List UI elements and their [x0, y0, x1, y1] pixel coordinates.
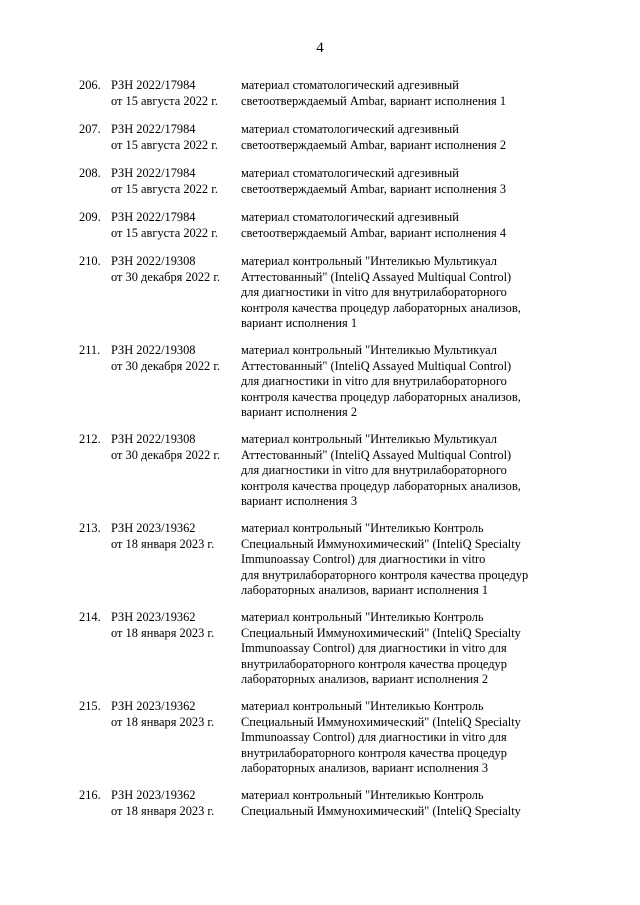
- registration-info: [111, 343, 239, 374]
- description-line: Аттестованный" (InteliQ Assayed Multiqual Control): [241, 358, 512, 373]
- product-description: [241, 166, 541, 197]
- entry-number: 207.: [79, 122, 101, 136]
- product-description: [241, 210, 541, 241]
- registration-date: от 30 декабря 2022 г.: [111, 269, 221, 284]
- registration-info: [111, 432, 239, 463]
- description-line: лабораторных анализов, вариант исполнения 1: [241, 583, 489, 598]
- registration-number: РЗН 2022/19308: [111, 343, 196, 357]
- registration-info: [111, 788, 239, 819]
- description-line: материал контрольный "Интеликью Мультикуал: [241, 254, 497, 268]
- description-line: материал контрольный "Интеликью Контроль: [241, 788, 484, 802]
- page-number: 4: [316, 40, 324, 56]
- description-line: материал стоматологический адгезивный: [241, 210, 459, 224]
- description-line: контроля качества процедур лабораторных анализов,: [241, 478, 521, 493]
- description-line: материал стоматологический адгезивный: [241, 166, 459, 180]
- description-line: лабораторных анализов, вариант исполнения 3: [241, 761, 489, 776]
- description-line: Специальный Иммунохимический" (InteliQ Specialty: [241, 714, 521, 729]
- description-line: для внутрилабораторного контроля качества процедур: [241, 567, 529, 582]
- description-line: для диагностики in vitro для внутрилабораторного: [241, 374, 507, 389]
- description-line: для диагностики in vitro для внутрилабораторного: [241, 463, 507, 478]
- registration-info: [111, 521, 239, 552]
- registration-info: [111, 166, 239, 197]
- description-line: контроля качества процедур лабораторных анализов,: [241, 389, 521, 404]
- description-line: светоотверждаемый Ambar, вариант исполнения 1: [241, 93, 507, 108]
- description-line: материал стоматологический адгезивный: [241, 78, 459, 92]
- product-description: [241, 521, 541, 599]
- entry-number: 212.: [79, 432, 101, 446]
- description-line: Immunoassay Control) для диагностики in vitro: [241, 552, 486, 567]
- entry-number: 209.: [79, 210, 101, 224]
- registration-info: [111, 78, 239, 109]
- description-line: вариант исполнения 2: [241, 405, 358, 420]
- description-line: Immunoassay Control) для диагностики in vitro для: [241, 641, 507, 656]
- description-line: материал контрольный "Интеликью Мультикуал: [241, 343, 497, 357]
- product-description: [241, 432, 541, 510]
- registration-info: [111, 210, 239, 241]
- description-line: лабораторных анализов, вариант исполнения 2: [241, 672, 489, 687]
- registration-number: РЗН 2022/19308: [111, 432, 196, 446]
- product-description: [241, 788, 541, 819]
- registration-number: РЗН 2022/17984: [111, 122, 196, 136]
- registration-info: [111, 254, 239, 285]
- description-line: материал контрольный "Интеликью Мультикуал: [241, 432, 497, 446]
- registration-date: от 15 августа 2022 г.: [111, 181, 218, 196]
- registration-number: РЗН 2022/17984: [111, 78, 196, 92]
- product-description: [241, 343, 541, 421]
- registration-date: от 15 августа 2022 г.: [111, 137, 218, 152]
- product-description: [241, 254, 541, 332]
- registration-date: от 15 августа 2022 г.: [111, 93, 218, 108]
- entry-number: 215.: [79, 699, 101, 713]
- description-line: Аттестованный" (InteliQ Assayed Multiqual Control): [241, 269, 512, 284]
- description-line: Специальный Иммунохимический" (InteliQ Specialty: [241, 625, 521, 640]
- registration-number: РЗН 2023/19362: [111, 788, 196, 802]
- entry-number: 216.: [79, 788, 101, 802]
- registration-number: РЗН 2023/19362: [111, 699, 196, 713]
- description-line: Аттестованный" (InteliQ Assayed Multiqual Control): [241, 447, 512, 462]
- product-description: [241, 610, 541, 688]
- description-line: светоотверждаемый Ambar, вариант исполнения 4: [241, 225, 507, 240]
- registration-date: от 15 августа 2022 г.: [111, 225, 218, 240]
- entry-number: 211.: [79, 343, 101, 357]
- description-line: внутрилабораторного контроля качества процедур: [241, 745, 507, 760]
- description-line: материал стоматологический адгезивный: [241, 122, 459, 136]
- product-description: [241, 122, 541, 153]
- registration-number: РЗН 2022/19308: [111, 254, 196, 268]
- product-description: [241, 699, 541, 777]
- description-line: вариант исполнения 3: [241, 494, 358, 509]
- description-line: материал контрольный "Интеликью Контроль: [241, 610, 484, 624]
- entry-number: 213.: [79, 521, 101, 535]
- registration-info: [111, 699, 239, 730]
- registration-info: [111, 610, 239, 641]
- registration-date: от 30 декабря 2022 г.: [111, 447, 221, 462]
- entry-number: 210.: [79, 254, 101, 268]
- description-line: светоотверждаемый Ambar, вариант исполнения 3: [241, 181, 507, 196]
- description-line: вариант исполнения 1: [241, 316, 358, 331]
- description-line: внутрилабораторного контроля качества процедур: [241, 656, 507, 671]
- registration-date: от 18 января 2023 г.: [111, 536, 215, 551]
- registration-date: от 18 января 2023 г.: [111, 714, 215, 729]
- description-line: Immunoassay Control) для диагностики in vitro для: [241, 730, 507, 745]
- description-line: материал контрольный "Интеликью Контроль: [241, 699, 484, 713]
- registration-date: от 18 января 2023 г.: [111, 625, 215, 640]
- registration-number: РЗН 2022/17984: [111, 210, 196, 224]
- product-description: [241, 78, 541, 109]
- description-line: для диагностики in vitro для внутрилабораторного: [241, 285, 507, 300]
- description-line: контроля качества процедур лабораторных анализов,: [241, 300, 521, 315]
- registration-number: РЗН 2023/19362: [111, 610, 196, 624]
- registration-number: РЗН 2022/17984: [111, 166, 196, 180]
- registration-date: от 18 января 2023 г.: [111, 803, 215, 818]
- description-line: Специальный Иммунохимический" (InteliQ Specialty: [241, 536, 521, 551]
- entry-number: 208.: [79, 166, 101, 180]
- registration-info: [111, 122, 239, 153]
- description-line: светоотверждаемый Ambar, вариант исполнения 2: [241, 137, 507, 152]
- registration-date: от 30 декабря 2022 г.: [111, 358, 221, 373]
- registration-number: РЗН 2023/19362: [111, 521, 196, 535]
- description-line: материал контрольный "Интеликью Контроль: [241, 521, 484, 535]
- entry-number: 206.: [79, 78, 101, 92]
- description-line: Специальный Иммунохимический" (InteliQ Specialty: [241, 803, 521, 818]
- entry-number: 214.: [79, 610, 101, 624]
